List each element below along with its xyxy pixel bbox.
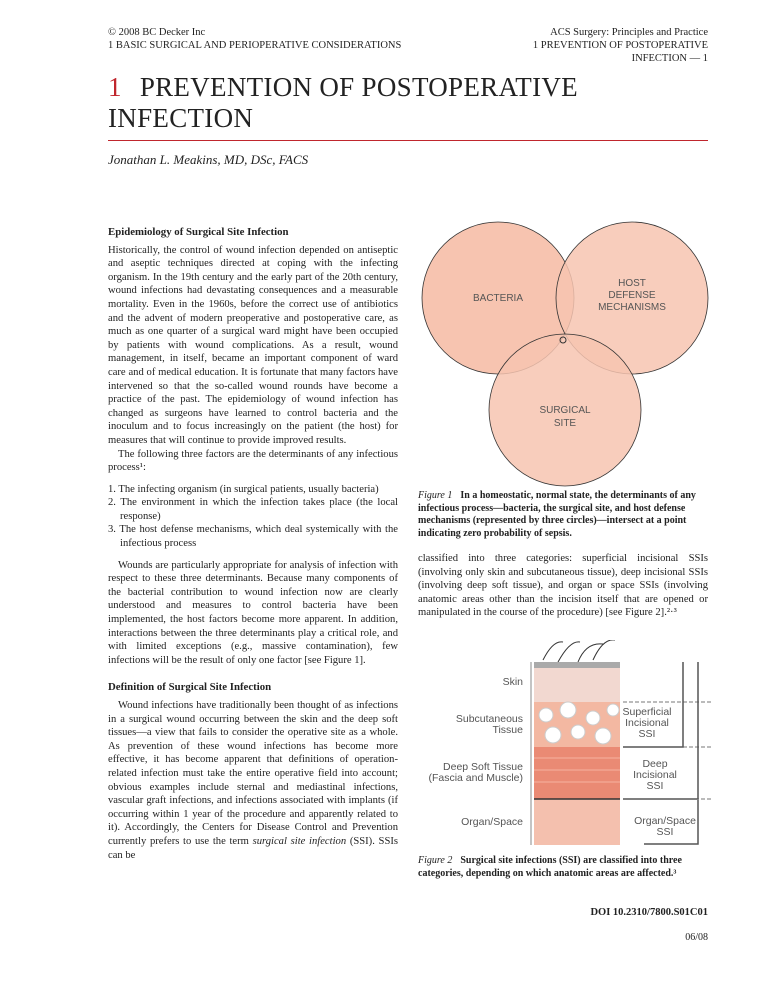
- paragraph: Historically, the control of wound infection depended on antiseptic and aseptic techniques directed at coping with the infecting organism. In the 19th century and the early part of the 20th century, wound infections had devastating consequences and a measurable mortality. Even in the 1960s, before the correct use of antibiotics and the advent of modern preoperative and postoperative care, as much as one quarter of a surgical ward might have been occupied by patients with wound complications. As a result, wound management, in itself, became an important component of ward care and of medical education. It is fortunate that many factors have intervened so that the so-called wound rounds have become a practice of the past. The epidemiology of wound infection has changed as surgeons have learned to control bacteria and the inoculum and to focus increasingly on the patient (the host) for measures that will continue to provide improved results.: [108, 244, 398, 446]
- section-heading: Epidemiology of Surgical Site Infection: [108, 226, 289, 238]
- caption-text: Surgical site infections (SSI) are classified into three categories, depending on which anatomic areas are affected.³: [418, 855, 682, 879]
- list-item: 3. The host defense mechanisms, which deal systemically with the infectious process: [108, 524, 398, 550]
- section-name: 1 BASIC SURGICAL AND PERIOPERATIVE CONSIDERATIONS: [108, 40, 402, 51]
- label-site: SITE: [553, 418, 577, 429]
- label-bacteria: BACTERIA: [472, 293, 524, 304]
- ssi-label: SSI: [646, 780, 664, 792]
- determinants-list: [108, 483, 398, 551]
- running-header-right: [533, 26, 708, 65]
- chapter-title: [108, 72, 708, 134]
- paragraph: The following three factors are the determinants of any infectious process¹:: [108, 448, 398, 474]
- layer-label: Organ/Space: [461, 816, 523, 828]
- list-item: 2. The environment in which the infection takes place (the local response): [108, 497, 398, 522]
- ssi-label: Superficial: [622, 706, 672, 718]
- emphasis: surgical site infection: [252, 835, 347, 847]
- figure1-caption: [418, 490, 710, 540]
- book-title: ACS Surgery: Principles and Practice: [550, 27, 708, 38]
- label-host: HOST: [618, 278, 646, 289]
- page-number: INFECTION — 1: [631, 53, 708, 64]
- ssi-label: Incisional: [633, 769, 677, 781]
- layer-label: Tissue: [492, 724, 523, 736]
- caption-label: Figure 1: [418, 490, 453, 501]
- chapter-number: 1: [108, 72, 122, 102]
- paragraph: Wounds are particularly appropriate for analysis of infection with respect to these three determinants. Because many components of the bacterial contribution to wound infection now are clearly understood and measures to control bacteria have been implemented, the host factors become more apparent. In addition, interactions between the three determinants play a critical role, and with limited exceptions (e.g., massive contamination), few infections will be the result of only one factor [see Figure 1].: [108, 559, 398, 666]
- figure2-diagram: [418, 640, 718, 850]
- text: Wound infections have traditionally been thought of as infections in a surgical wound occurring between the skin and the deep soft tissues—a view that fails to consider the operative site as a whole. As prevention of these wound infections has become more effective, it has become apparent that definitions of operation-related infection must take the entire operative field into account; obvious examples include sternal and mediastinal infections, vascular graft infections, and infections associated with implants (if occurring within 1 year of the procedure and apparently related to it). Accordingly, the Centers for Disease Control and Prevention currently prefers to use the term: [108, 700, 398, 847]
- section-heading: Definition of Surgical Site Infection: [108, 681, 272, 694]
- ssi-label: Deep: [642, 758, 668, 770]
- running-header-left: [108, 26, 401, 52]
- title-line2: INFECTION: [108, 103, 254, 133]
- author: Jonathan L. Meakins, MD, DSc, FACS: [108, 152, 309, 167]
- title-rule: [108, 140, 708, 141]
- paragraph: [108, 699, 398, 862]
- ssi-label: SSI: [638, 728, 656, 740]
- layer-label: (Fascia and Muscle): [428, 772, 523, 784]
- ssi-label: Incisional: [625, 717, 669, 729]
- doi: DOI 10.2310/7800.S01C01: [590, 907, 708, 918]
- figure2-caption: [418, 855, 710, 880]
- caption-label: Figure 2: [418, 855, 453, 866]
- paragraph: classified into three categories: superficial incisional SSIs (involving only skin and subcutaneous tissue), deep incisional SSIs (involving deep soft tissue), and organ or space SSIs (involving anatomic areas other than the incision itself that are opened or manipulated in the course of the procedure) [see Figure 2].²·³: [418, 553, 708, 619]
- list-item: 1. The infecting organism (in surgical patients, usually bacteria): [108, 483, 379, 495]
- issue-date: 06/08: [685, 932, 708, 943]
- figure1-venn: [418, 210, 718, 495]
- layer-label: Subcutaneous: [455, 713, 523, 725]
- layer-label: Skin: [502, 676, 523, 688]
- title-line1: PREVENTION OF POSTOPERATIVE: [139, 72, 578, 102]
- copyright: © 2008 BC Decker Inc: [108, 27, 206, 38]
- ssi-label: Organ/Space: [634, 815, 696, 827]
- left-column: [108, 226, 398, 862]
- ssi-label: SSI: [656, 826, 674, 838]
- layer-label: Deep Soft Tissue: [443, 761, 523, 773]
- caption-text: In a homeostatic, normal state, the determinants of any infectious process—bacteria, the surgical site, and host defense mechanisms (represented by three circles)—intersect at a point indicating zero probability of sepsis.: [418, 490, 696, 539]
- text: (SSI). SSIs can be: [108, 835, 398, 861]
- tissue-illustration: [531, 640, 620, 845]
- label-host: MECHANISMS: [598, 302, 666, 313]
- chapter-name: 1 PREVENTION OF POSTOPERATIVE: [532, 40, 708, 51]
- label-host: DEFENSE: [608, 290, 656, 301]
- label-site: SURGICAL: [539, 405, 591, 416]
